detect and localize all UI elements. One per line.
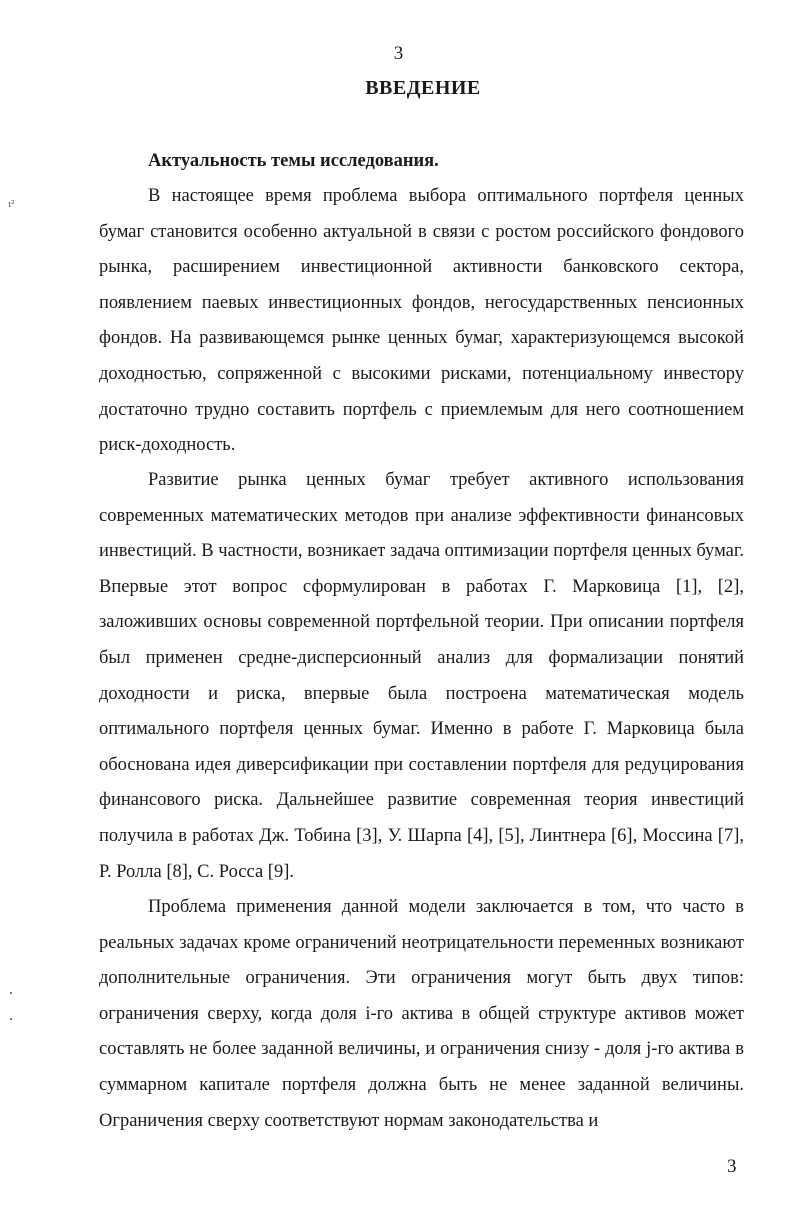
margin-mark: ι² <box>8 198 15 210</box>
paragraph-model-problem <box>99 890 744 1139</box>
page-number-top: 3 <box>393 43 404 64</box>
margin-dot <box>10 992 12 994</box>
paragraph-text: В настоящее время проблема выбора оптимального портфеля ценных бумаг становится особенно актуальной в связи с ростом российского фондового рынка, расширением инвестиционной активности банковского сектора, появлением паевых инвестиционных фондов, негосударственных пенсионных фондов. На развивающемся рынке ценных бумаг, характеризующемся высокой доходностью, сопряженной с высокими рисками, потенциальному инвестору достаточно трудно составить портфель с приемлемым для него соотношением риск-доходность. <box>99 186 744 456</box>
page-title: ВВЕДЕНИЕ <box>365 77 481 99</box>
paragraph-text: Развитие рынка ценных бумаг требует активного использования современных математических методов при анализе эффективности финансовых инвестиций. В частности, возникает задача оптимизации портфеля ценных бумаг. Впервые этот вопрос сформулирован в работах Г. Марковица [1], [2], заложивших основы современной портфельной теории. При описании портфеля был применен средне-дисперсионный анализ для формализации понятий доходности и риска, впервые была построена математическая модель оптимального портфеля ценных бумаг. Именно в работе Г. Марковица была обоснована идея диверсификации при составлении портфеля для редуцирования финансового риска. Дальнейшее развитие современная теория инвестиций получила в работах Дж. Тобина [3], У. Шарпа [4], [5], Линтнера [6], Моссина [7], Р. Ролла [8], С. Росса [9]. <box>99 470 744 882</box>
paragraph-market-development <box>99 463 744 890</box>
section-heading: Актуальность темы исследования. <box>148 151 439 171</box>
margin-dot <box>10 1018 12 1020</box>
paragraph-relevance <box>99 179 744 464</box>
page-number-bottom: 3 <box>727 1156 737 1177</box>
paragraph-text: Проблема применения данной модели заключается в том, что часто в реальных задачах кроме ограничений неотрицательности переменных возникают дополнительные ограничения. Эти ограничения могут быть двух типов: ограничения сверху, когда доля i-го актива в общей структуре активов может составлять не более заданной величины, и ограничения снизу - доля j-го актива в суммарном капитале портфеля должна быть не менее заданной величины. Ограничения сверху соответствуют нормам законодательства и <box>99 897 744 1131</box>
